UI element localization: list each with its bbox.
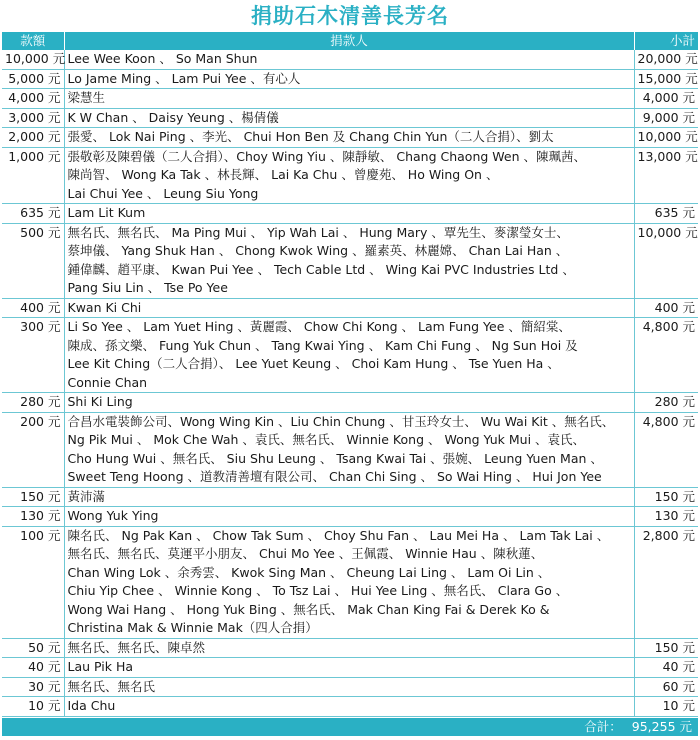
table-row [2,69,698,89]
subtotal-cell: 4,800 元 [634,412,698,487]
amount-cell: 130 元 [2,507,64,527]
donors-cell [64,147,634,204]
donor-line: Ng Pik Mui 、 Mok Che Wah 、袁氏、無名氏、 Winnie Kong 、 Wong Yuk Mui 、袁氏、 [67,432,586,447]
donors-cell [64,89,634,109]
subtotal-cell: 13,000 元 [634,147,698,204]
total-bar [2,718,698,736]
subtotal-cell: 280 元 [634,393,698,413]
subtotal-cell: 4,000 元 [634,89,698,109]
donors-cell [64,223,634,298]
donor-line: Sweet Teng Hoong 、道教清善壇有限公司、 Chan Chi Sing 、 So Wai Hing 、 Hui Jon Yee [67,469,602,484]
subtotal-cell: 60 元 [634,677,698,697]
subtotal-cell: 150 元 [634,487,698,507]
subtotal-cell: 9,000 元 [634,108,698,128]
donor-line: Ida Chu [67,698,116,713]
table-row [2,697,698,717]
amount-cell: 3,000 元 [2,108,64,128]
amount-cell: 280 元 [2,393,64,413]
donor-line: Cho Hung Wui 、無名氏、 Siu Shu Leung 、 Tsang Kwai Tai 、張婉、 Leung Yuen Man 、 [67,450,603,466]
donor-line: 無名氏、無名氏、莫運平小朋友、 Chui Mo Yee 、王佩霞、 Winnie Hau 、陳秋蓮、 [67,546,544,561]
table-row [2,412,698,487]
subtotal-cell: 10 元 [634,697,698,717]
subtotal-cell: 15,000 元 [634,69,698,89]
subtotal-cell: 635 元 [634,204,698,224]
donor-line: Lo Jame Ming 、 Lam Pui Yee 、有心人 [67,70,301,86]
table-body [2,50,698,716]
page-title: 捐助石木清善長芳名 [251,4,449,28]
table-row [2,223,698,298]
donor-line: Lee Wee Koon 、 So Man Shun [67,51,258,66]
amount-cell: 2,000 元 [2,128,64,148]
amount-cell: 500 元 [2,223,64,298]
donors-cell [64,658,634,678]
subtotal-cell: 10,000 元 [634,128,698,148]
subtotal-cell: 10,000 元 [634,223,698,298]
subtotal-cell: 20,000 元 [634,50,698,69]
donor-line: Shi Ki Ling [67,394,133,409]
donors-cell [64,69,634,89]
donor-line: 陳尚智、 Wong Ka Tak 、林長輝、 Lai Ka Chu 、曾慶苑、 Ho Wing On 、 [67,167,499,182]
amount-cell: 10,000 元 [2,50,64,69]
amount-cell: 300 元 [2,318,64,393]
table-row [2,50,698,69]
amount-cell: 400 元 [2,298,64,318]
total-value: 95,255 元 [631,718,692,734]
table-row [2,147,698,204]
table-row [2,487,698,507]
donors-cell [64,318,634,393]
donors-cell [64,638,634,658]
amount-cell: 4,000 元 [2,89,64,109]
amount-cell: 5,000 元 [2,69,64,89]
donors-cell [64,298,634,318]
donors-cell [64,204,634,224]
donor-line: 蔡坤儀、 Yang Shuk Han 、 Chong Kwok Wing 、羅素英、林麗嫦、 Chan Lai Han 、 [67,243,569,258]
donor-line: 張愛、 Lok Nai Ping 、李光、 Chui Hon Ben 及 Chang Chin Yun（二人合捐）、劉太 [67,129,554,144]
donor-line: 陳名氏、 Ng Pak Kan 、 Chow Tak Sum 、 Choy Shu Fan 、 Lau Mei Ha 、 Lam Tak Lai 、 [67,527,610,543]
donor-line: Li So Yee 、 Lam Yuet Hing 、黃麗霞、 Chow Chi Kong 、 Lam Fung Yee 、簡紹棠、 [67,319,571,334]
table-row [2,507,698,527]
donors-cell [64,677,634,697]
subtotal-cell: 400 元 [634,298,698,318]
donors-cell [64,50,634,69]
donor-line: Kwan Ki Chi [67,299,142,315]
donor-line: Connie Chan [67,374,148,390]
donor-line: Chiu Yip Chee 、 Winnie Kong 、 To Tsz Lai 、 Hui Yee Ling 、無名氏、 Clara Go 、 [67,583,569,598]
donor-line: K W Chan 、 Daisy Yeung 、楊倩儀 [67,109,279,125]
amount-cell: 50 元 [2,638,64,658]
donors-cell [64,507,634,527]
subtotal-cell: 130 元 [634,507,698,527]
table-row [2,677,698,697]
donors-cell [64,697,634,717]
subtotal-cell: 40 元 [634,658,698,678]
donors-cell [64,128,634,148]
total-label: 合計： [584,718,622,734]
table-row [2,526,698,638]
amount-cell: 635 元 [2,204,64,224]
subtotal-cell: 150 元 [634,638,698,658]
donor-line: Chan Wing Lok 、余秀雲、 Kwok Sing Man 、 Cheung Lai Ling 、 Lam Oi Lin 、 [67,564,551,580]
donor-line: 合昌水電裝飾公司、Wong Wing Kin 、Liu Chin Chung 、甘玉玲女士、 Wu Wai Kit 、無名氏、 [67,413,615,429]
donor-line: 無名氏、無名氏、 Ma Ping Mui 、 Yip Wah Lai 、 Hung Mary 、覃先生、麥潔瑩女士、 [67,224,569,240]
donor-line: Christina Mak & Winnie Mak（四人合捐） [67,620,318,635]
donor-line: 梁慧生 [67,90,106,105]
donor-line: Lai Chui Yee 、 Leung Siu Yong [67,185,259,201]
table-row [2,128,698,148]
donors-cell [64,526,634,638]
donors-cell [64,487,634,507]
donor-line: 無名氏、無名氏、陳卓然 [67,639,206,655]
amount-cell: 40 元 [2,658,64,678]
amount-cell: 30 元 [2,677,64,697]
header-amount: 款額 [2,32,64,50]
donor-line: 鍾偉麟、趙平康、 Kwan Pui Yee 、 Tech Cable Ltd 、 Wing Kai PVC Industries Ltd 、 [67,261,575,277]
amount-cell: 10 元 [2,697,64,717]
table-row [2,89,698,109]
subtotal-cell: 2,800 元 [634,526,698,638]
table-row [2,658,698,678]
donor-line: 無名氏、無名氏 [67,678,156,694]
donor-line: 張敬彰及陳碧儀（二人合捐）、Choy Wing Yiu 、陳靜敏、 Chang Chaong Wen 、陳珮茜、 [67,148,586,164]
donor-line: Wong Yuk Ying [67,508,159,523]
donor-line: Wong Wai Hang 、 Hong Yuk Bing 、無名氏、 Mak Chan King Fai & Derek Ko & [67,601,550,617]
donor-line: 陳成、孫文樂、 Fung Yuk Chun 、 Tang Kwai Ying 、 Kam Chi Fung 、 Ng Sun Hoi 及 [67,337,578,353]
subtotal-cell: 4,800 元 [634,318,698,393]
amount-cell: 1,000 元 [2,147,64,204]
table-row [2,108,698,128]
table-header-row [2,32,698,50]
donor-line: Lee Kit Ching（二人合捐）、 Lee Yuet Keung 、 Choi Kam Hung 、 Tse Yuen Ha 、 [67,356,560,371]
donors-cell [64,108,634,128]
donor-line: Lam Lit Kum [67,205,146,220]
header-subtotal: 小計 [634,32,698,50]
amount-cell: 200 元 [2,412,64,487]
table-row [2,638,698,658]
amount-cell: 150 元 [2,487,64,507]
amount-cell: 100 元 [2,526,64,638]
donation-table [2,32,698,717]
donor-line: Pang Siu Lin 、 Tse Po Yee [67,280,228,295]
donor-line: 黃沛滿 [67,488,106,504]
table-row [2,393,698,413]
donor-line: Lau Pik Ha [67,659,134,674]
donors-cell [64,412,634,487]
header-donors: 捐款人 [64,32,634,50]
donors-cell [64,393,634,413]
table-row [2,204,698,224]
table-row [2,318,698,393]
table-row [2,298,698,318]
